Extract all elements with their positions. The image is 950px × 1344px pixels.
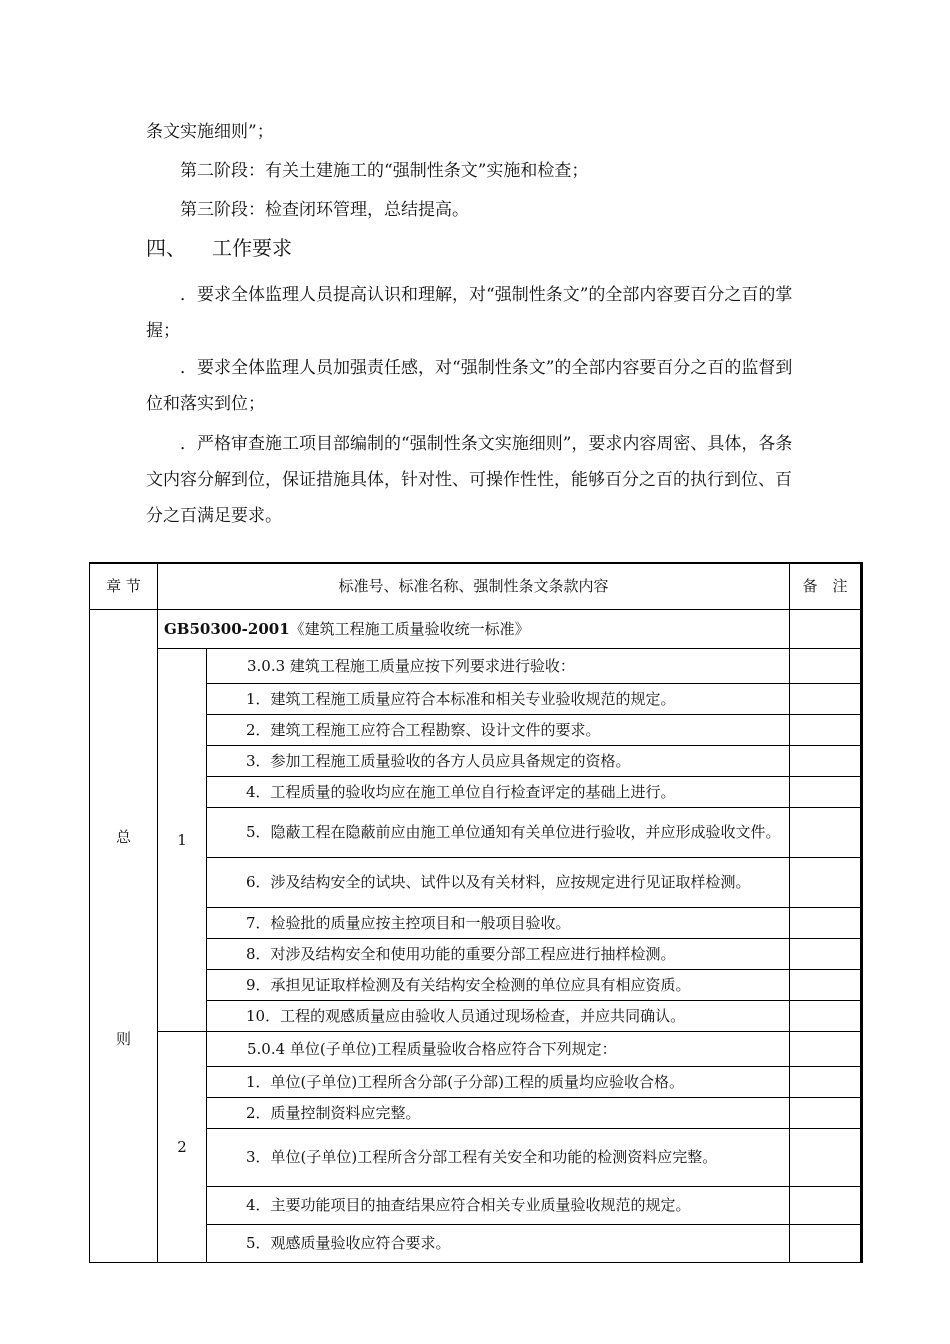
clause-item: 7．检验批的质量应按主控项目和一般项目验收。 xyxy=(207,907,790,938)
clause-item: 4．工程质量的验收均应在施工单位自行检查评定的基础上进行。 xyxy=(207,776,790,807)
standards-table xyxy=(89,562,863,1263)
remark-cell xyxy=(790,1066,862,1097)
requirement-paragraph-3: ．严格审查施工项目部编制的“强制性条文实施细则”，要求内容周密、具体，各条文内容分解到位，保证措施具体，针对性、可操作性性，能够百分之百的执行到位、百分之百满足要求。 xyxy=(146,434,793,526)
clause-heading: 3.0.3 建筑工程施工质量应按下列要求进行验收： xyxy=(207,648,790,683)
table-row xyxy=(90,1031,862,1066)
clause-item: 5．观感质量验收应符合要求。 xyxy=(207,1224,790,1262)
clause-item: 2．质量控制资料应完整。 xyxy=(207,1097,790,1128)
header-remarks: 备 注 xyxy=(790,563,862,609)
requirement-paragraph-1: ．要求全体监理人员提高认识和理解，对“强制性条文”的全部内容要百分之百的掌握； xyxy=(146,285,793,341)
remark-cell xyxy=(790,609,862,648)
paragraph-stage-three: 第三阶段：检查闭环管理，总结提高。 xyxy=(180,200,469,220)
remark-cell xyxy=(790,776,862,807)
remark-cell xyxy=(790,969,862,1000)
remark-cell xyxy=(790,1031,862,1066)
clause-item: 1．建筑工程施工质量应符合本标准和相关专业验收规范的规定。 xyxy=(207,683,790,714)
remark-cell xyxy=(790,714,862,745)
clause-item: 5．隐蔽工程在隐蔽前应由施工单位通知有关单位进行验收，并应形成验收文件。 xyxy=(207,807,790,857)
paragraph-continuation: 条文实施细则”； xyxy=(146,122,274,142)
clause-item: 6．涉及结构安全的试块、试件以及有关材料，应按规定进行见证取样检测。 xyxy=(207,857,790,907)
section-heading-number: 四、 xyxy=(146,236,186,260)
requirement-paragraph-2: ．要求全体监理人员加强责任感，对“强制性条文”的全部内容要百分之百的监督到位和落实到位； xyxy=(146,358,793,414)
clause-item: 8．对涉及结构安全和使用功能的重要分部工程应进行抽样检测。 xyxy=(207,938,790,969)
standard-name: 《建筑工程施工质量验收统一标准》 xyxy=(289,619,530,638)
table-header-row xyxy=(90,563,862,609)
standard-code: GB50300-2001 xyxy=(164,619,290,638)
clause-item: 3．参加工程施工质量验收的各方人员应具备规定的资格。 xyxy=(207,745,790,776)
remark-cell xyxy=(790,683,862,714)
remark-cell xyxy=(790,857,862,907)
clause-item: 9．承担见证取样检测及有关结构安全检测的单位应具有相应资质。 xyxy=(207,969,790,1000)
standard-title-cell xyxy=(158,609,790,648)
table-row-standard xyxy=(90,609,862,648)
remark-cell xyxy=(790,648,862,683)
remark-cell xyxy=(790,1224,862,1262)
header-content: 标准号、标准名称、强制性条文条款内容 xyxy=(158,563,790,609)
header-chapter: 章 节 xyxy=(90,563,158,609)
remark-cell xyxy=(790,745,862,776)
remark-cell xyxy=(790,1000,862,1031)
clause-heading: 5.0.4 单位(子单位)工程质量验收合格应符合下列规定： xyxy=(207,1031,790,1066)
remark-cell xyxy=(790,1128,862,1186)
clause-item: 2．建筑工程施工应符合工程勘察、设计文件的要求。 xyxy=(207,714,790,745)
clause-item: 3．单位(子单位)工程所含分部工程有关安全和功能的检测资料应完整。 xyxy=(207,1128,790,1186)
chapter-char-bottom: 则 xyxy=(115,1029,131,1048)
remark-cell xyxy=(790,1186,862,1224)
paragraph-stage-two: 第二阶段：有关土建施工的“强制性条文”实施和检查； xyxy=(180,161,589,181)
section-heading-text: 工作要求 xyxy=(212,236,292,260)
clause-item: 10．工程的观感质量应由验收人员通过现场检查，并应共同确认。 xyxy=(207,1000,790,1031)
remark-cell xyxy=(790,907,862,938)
clause-item: 4．主要功能项目的抽查结果应符合相关专业质量验收规范的规定。 xyxy=(207,1186,790,1224)
clause-item: 1．单位(子单位)工程所含分部(子分部)工程的质量均应验收合格。 xyxy=(207,1066,790,1097)
section-heading xyxy=(146,230,292,266)
chapter-char-top: 总 xyxy=(115,827,131,846)
group-number-1: 1 xyxy=(158,648,207,1031)
remark-cell xyxy=(790,807,862,857)
chapter-cell xyxy=(90,609,158,1262)
remark-cell xyxy=(790,938,862,969)
table-row xyxy=(90,648,862,683)
group-number-2: 2 xyxy=(158,1031,207,1262)
remark-cell xyxy=(790,1097,862,1128)
